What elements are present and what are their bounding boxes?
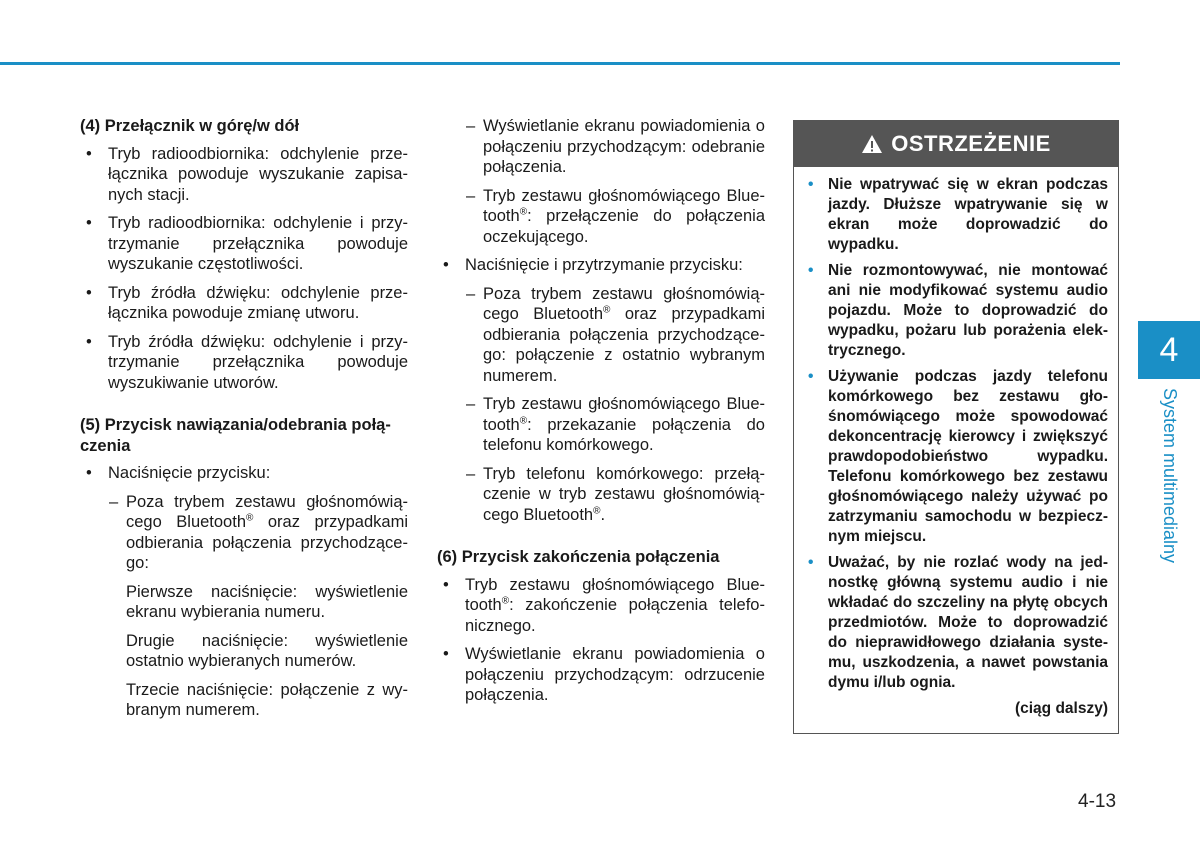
column-middle: [437, 116, 765, 714]
section-6-heading: (6) Przycisk zakończenia połączenia: [437, 548, 720, 566]
warning-header: [794, 121, 1118, 167]
list-item: • Tryb radioodbiornika: odchylenie przełącznika powoduje wyszukanie zapisanych stacji.: [80, 144, 408, 206]
chapter-tab: 4: [1138, 321, 1200, 379]
warning-triangle-icon: [861, 134, 883, 154]
list-item: • Tryb źródła dźwięku: odchylenie i przytrzymanie przełącznika powoduje wyszukiwanie utworów.: [80, 332, 408, 394]
warning-box: [793, 120, 1119, 734]
list-item: • Wyświetlanie ekranu powiadomienia o połączeniu przychodzącym: odrzucenie połączenia.: [437, 644, 765, 706]
warning-item: • Nie rozmontowywać, nie montować ani nie modyfikować systemu audio pojazdu. Może to doprowadzić do wypadku, pożaru lub porażenia elektrycznego.: [802, 261, 1108, 361]
dash-item: – Tryb zestawu głośnomówiącego Bluetooth®: przekazanie połączenia do telefonu komórkowego.: [437, 394, 765, 456]
top-rule: [0, 62, 1120, 65]
dash-item: – Tryb telefonu komórkowego: przełączenie w tryb zestawu głośnomówiącego Bluetooth®.: [437, 464, 765, 526]
section-5-heading: (5) Przycisk nawiązania/odebrania połączenia: [80, 416, 391, 455]
warning-item: • Używanie podczas jazdy telefonu komórkowego bez zestawu głośnomówiącego może spowodować dekoncentrację kierowcy i zwiększyć prawdopodobieństwo wypadku. Telefonu komórkowego bez zestawu głośnomówiącego należy używać po zatrzymaniu samochodu w bezpiecznym miejscu.: [802, 367, 1108, 547]
chapter-label: System multimedialny: [1160, 388, 1180, 564]
list-item: • Tryb zestawu głośnomówiącego Bluetooth®: zakończenie połączenia telefonicznego.: [437, 575, 765, 637]
press-1-text: Pierwsze naciśnięcie: wyświetlenie ekranu wybierania numeru.: [126, 582, 408, 621]
warning-title: OSTRZEŻENIE: [891, 131, 1051, 156]
press-3-text: Trzecie naciśnięcie: połączenie z wybranym numerem.: [126, 680, 408, 719]
column-left: [80, 116, 408, 729]
list-item: • Naciśnięcie i przytrzymanie przycisku:: [437, 255, 765, 276]
dash-item: – Wyświetlanie ekranu powiadomienia o połączeniu przychodzącym: odebranie połączenia.: [437, 116, 765, 178]
continued-note: (ciąg dalszy): [1014, 700, 1108, 717]
dash-item: – Tryb zestawu głośnomówiącego Bluetooth®: przełączenie do połączenia oczekującego.: [437, 186, 765, 248]
page-number: 4-13: [1078, 791, 1117, 812]
warning-item: • Uważać, by nie rozlać wody na jednostkę główną systemu audio i nie wkładać do szczeliny na płytę obcych przedmiotów. Może to doprowadzić do nieprawidłowego działania systemu, uszkodzenia, a nawet powstania dymu i/lub ognia.: [802, 553, 1108, 693]
warning-body: [794, 167, 1118, 719]
section-4-heading: (4) Przełącznik w górę/w dół: [80, 117, 300, 135]
list-item: • Naciśnięcie przycisku:: [80, 463, 408, 484]
dash-item: – Poza trybem zestawu głośnomówiącego Bluetooth® oraz przypadkami odbierania połączenia przychodzącego:: [80, 492, 408, 574]
dash-item: – Poza trybem zestawu głośnomówiącego Bluetooth® oraz przypadkami odbierania połączenia przychodzącego: połączenie z ostatnio wybranym numerem.: [437, 284, 765, 387]
warning-item: • Nie wpatrywać się w ekran podczas jazdy. Dłuższe wpatrywanie się w ekran może doprowadzić do wypadku.: [802, 175, 1108, 255]
list-item: • Tryb radioodbiornika: odchylenie i przytrzymanie przełącznika powoduje wyszukanie częstotliwości.: [80, 213, 408, 275]
press-2-text: Drugie naciśnięcie: wyświetlenie ostatnio wybieranych numerów.: [126, 631, 408, 670]
list-item: • Tryb źródła dźwięku: odchylenie przełącznika powoduje zmianę utworu.: [80, 283, 408, 324]
